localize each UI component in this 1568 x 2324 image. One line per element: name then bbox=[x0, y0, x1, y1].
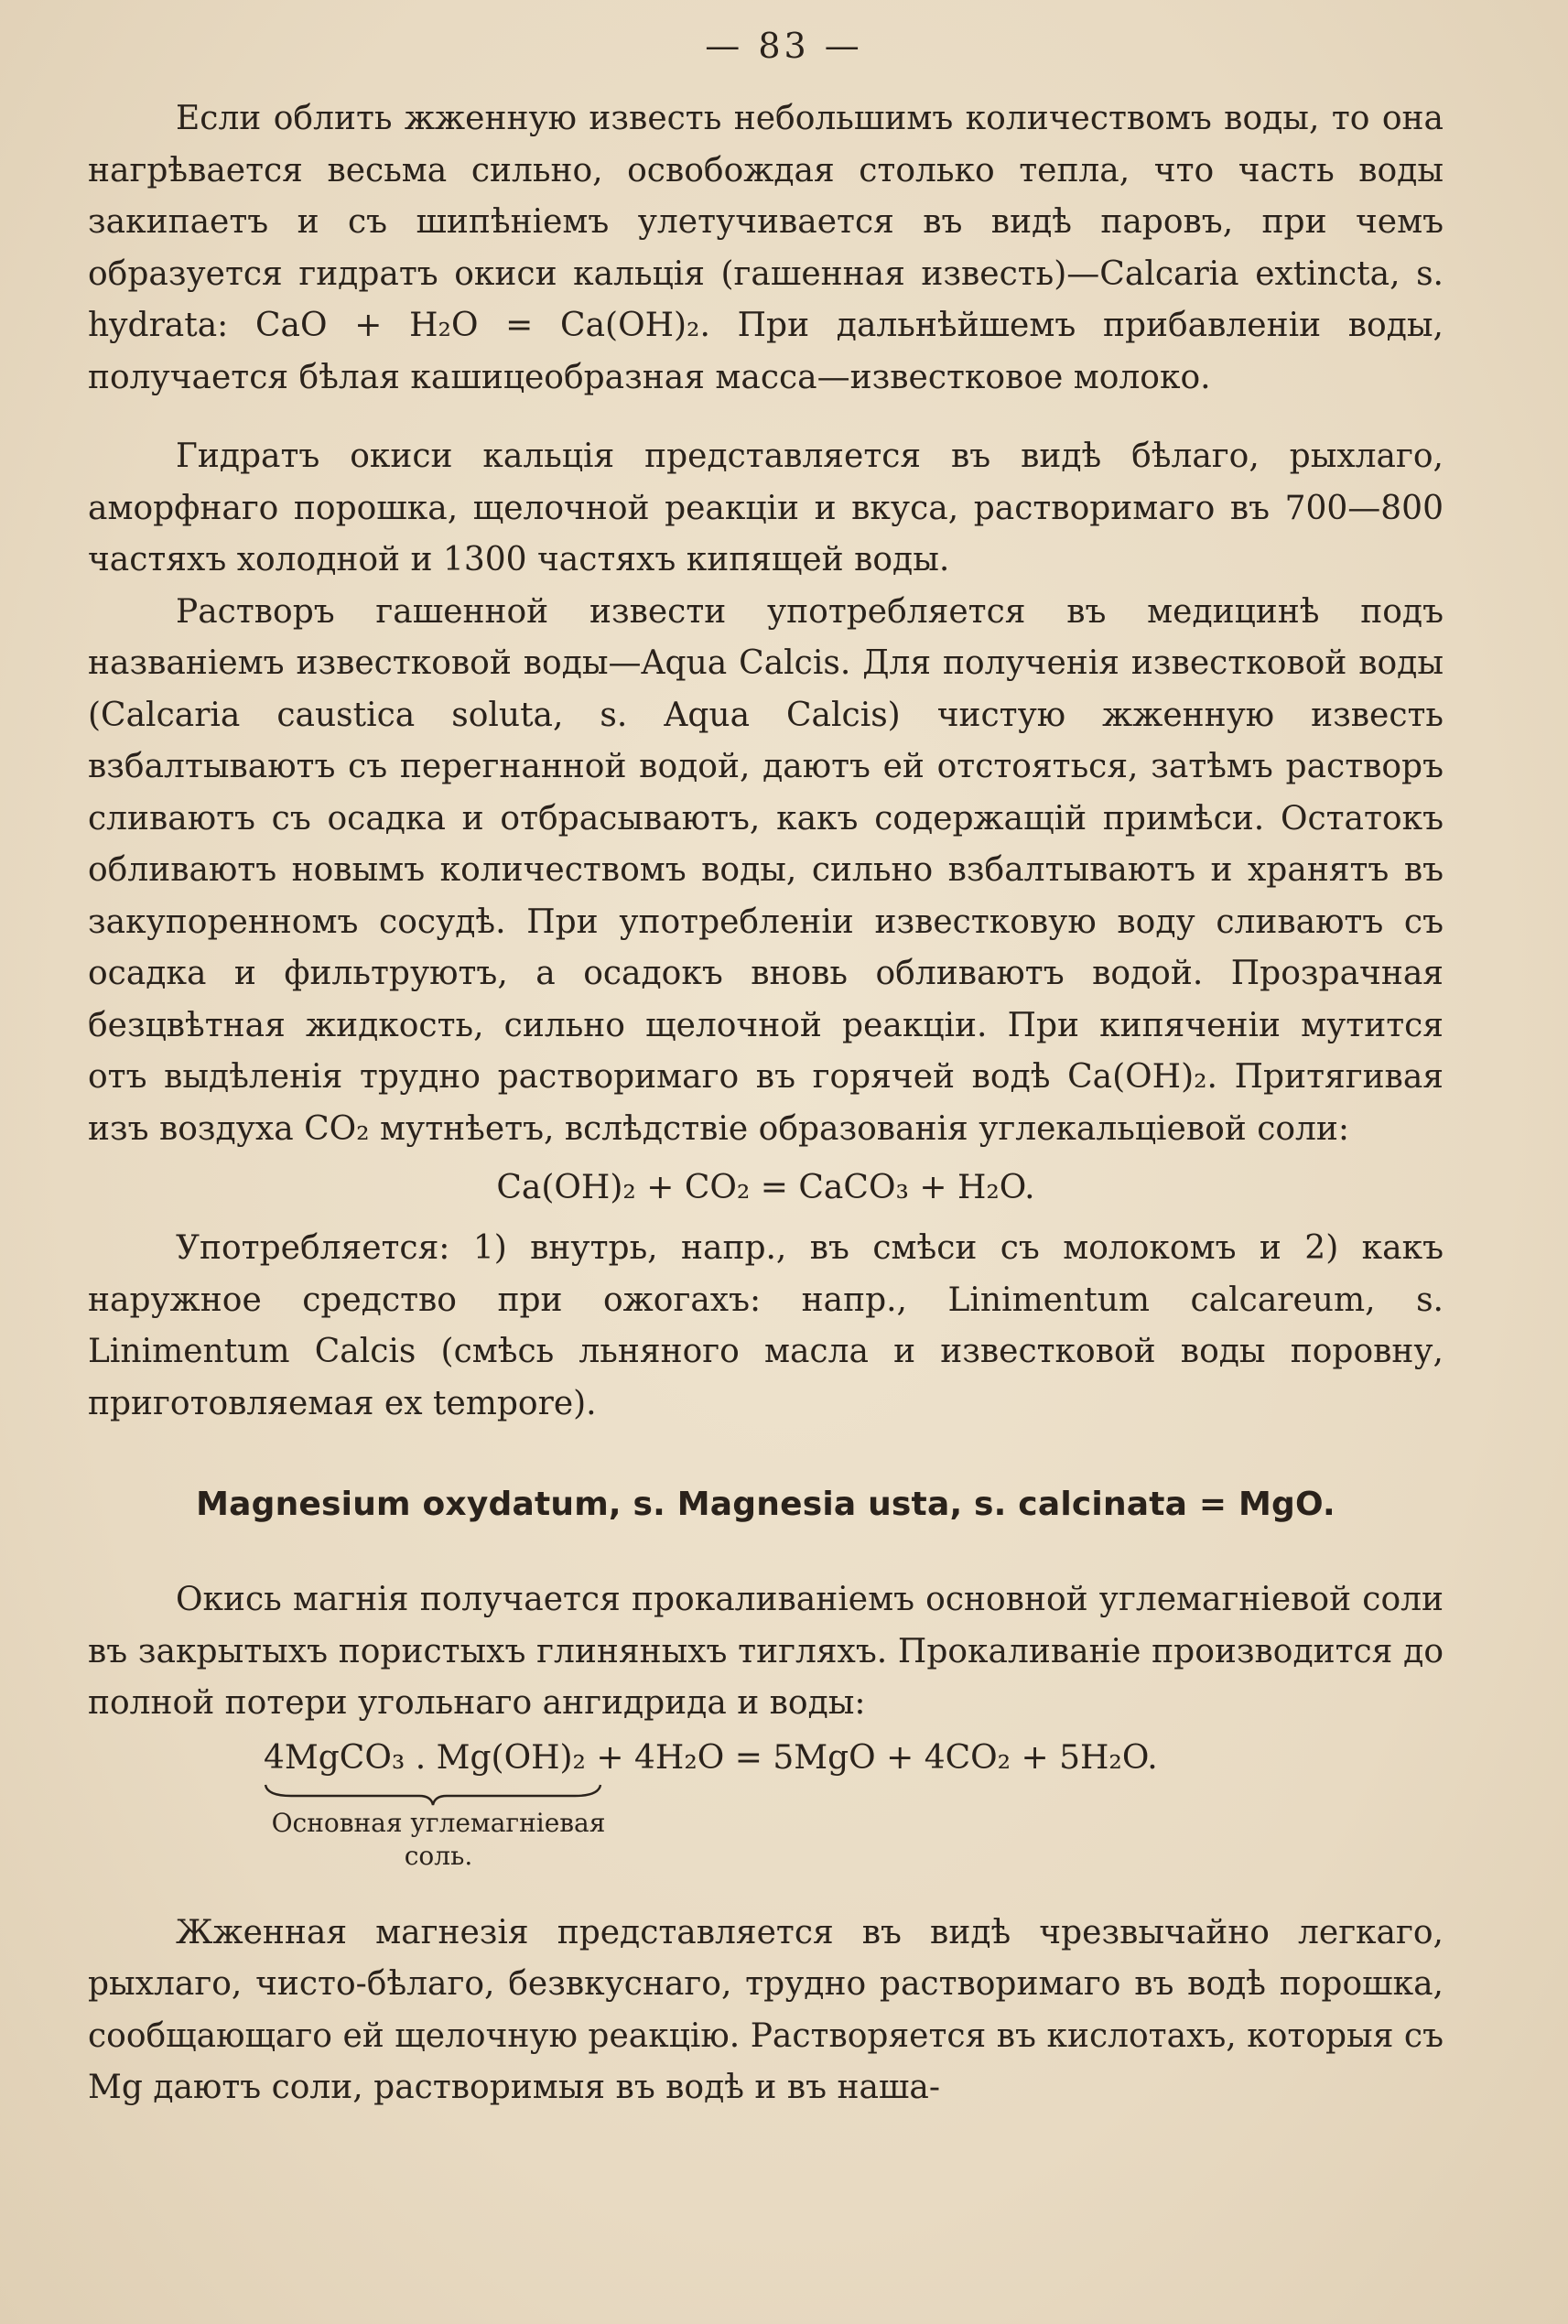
underbrace-icon bbox=[264, 1783, 602, 1807]
paragraph-lime-water: Растворъ гашенной извести употребляется въ медицинѣ подъ названіемъ известковой воды—Aqua Calcis. Для полученія известковой воды (Calcaria caustica soluta, s. Aqua Calcis) чистую жженную известь взбалтываютъ съ перегнанной водой, даютъ ей отстояться, затѣмъ растворъ сливаютъ съ осадка и отбрасываютъ, какъ содержащій примѣси. Остатокъ обливаютъ новымъ количествомъ воды, сильно взбалтываютъ и хранятъ въ закупоренномъ сосудѣ. При употребленіи известковую воду сливаютъ съ осадка и фильтруютъ, а осадокъ вновь обливаютъ водой. Прозрачная безцвѣтная жидкость, сильно щелочной реакціи. При кипяченіи мутится отъ выдѣленія трудно растворимаго въ горячей водѣ Ca(OH)₂. Притягивая изъ воздуха CO₂ мутнѣетъ, вслѣдствіе образованія углекальціевой соли: bbox=[88, 592, 1444, 1148]
paragraph-magnesia-properties: Жженная магнезія представляется въ видѣ чрезвычайно легкаго, рыхлаго, чисто-бѣлаго, безвкуснаго, трудно растворимаго въ водѣ порошка, сообщающаго ей щелочную реакцію. Растворяется въ кислотахъ, которыя съ Mg даютъ соли, растворимыя въ водѣ и въ наша- bbox=[88, 1913, 1444, 2106]
formula-calcium-carbonate: Ca(OH)₂ + CO₂ = CaCO₃ + H₂O. bbox=[496, 1169, 1035, 1206]
paragraph-hydrate-properties: Гидратъ окиси кальція представляется въ видѣ бѣлаго, рыхлаго, аморфнаго порошка, щелочной реакціи и вкуса, растворимаго въ 700—800 частяхъ холодной и 1300 частяхъ кипящей воды. bbox=[88, 438, 1444, 578]
paragraph-usage: Употребляется: 1) внутрь, напр., въ смѣси съ молокомъ и 2) какъ наружное средство при ожогахъ: напр., Linimentum calcareum, s. Linimentum Calcis (смѣсь льняного масла и известковой воды поровну, приготовляемая ex tempore). bbox=[88, 1229, 1444, 1422]
section-heading-magnesium-oxide: Magnesium oxydatum, s. Magnesia usta, s. calcinata = MgO. bbox=[196, 1486, 1336, 1523]
paragraph-gap bbox=[88, 404, 1444, 431]
brace-caption: Основная углемагніевая соль. bbox=[271, 1807, 606, 1871]
page-number: — 83 — bbox=[705, 26, 863, 66]
paragraph-magnesia-preparation: Окись магнія получается прокаливаніемъ основной углемагніевой соли въ закрытыхъ пористыхъ глиняныхъ тигляхъ. Прокаливаніе производится до полной потери угольнаго ангидрида и воды: bbox=[88, 1581, 1444, 1722]
paragraph-slaked-lime: Если облить жженную известь небольшимъ количествомъ воды, то она нагрѣвается весьма сильно, освобождая столько тепла, что часть воды закипаетъ и съ шипѣніемъ улетучивается въ видѣ паровъ, при чемъ образуется гидратъ окиси кальція (гашенная известь)—Calcaria extincta, s. hydrata: CaO + H₂O = Ca(OH)₂. При дальнѣйшемъ прибавленіи воды, получается бѣлая кашицеобразная масса—известковое молоко. bbox=[88, 100, 1444, 396]
formula-magnesia-reaction: 4MgCO₃ . Mg(OH)₂ + 4H₂O = 5MgO + 4CO₂ + 5H₂O. bbox=[264, 1738, 1158, 1777]
